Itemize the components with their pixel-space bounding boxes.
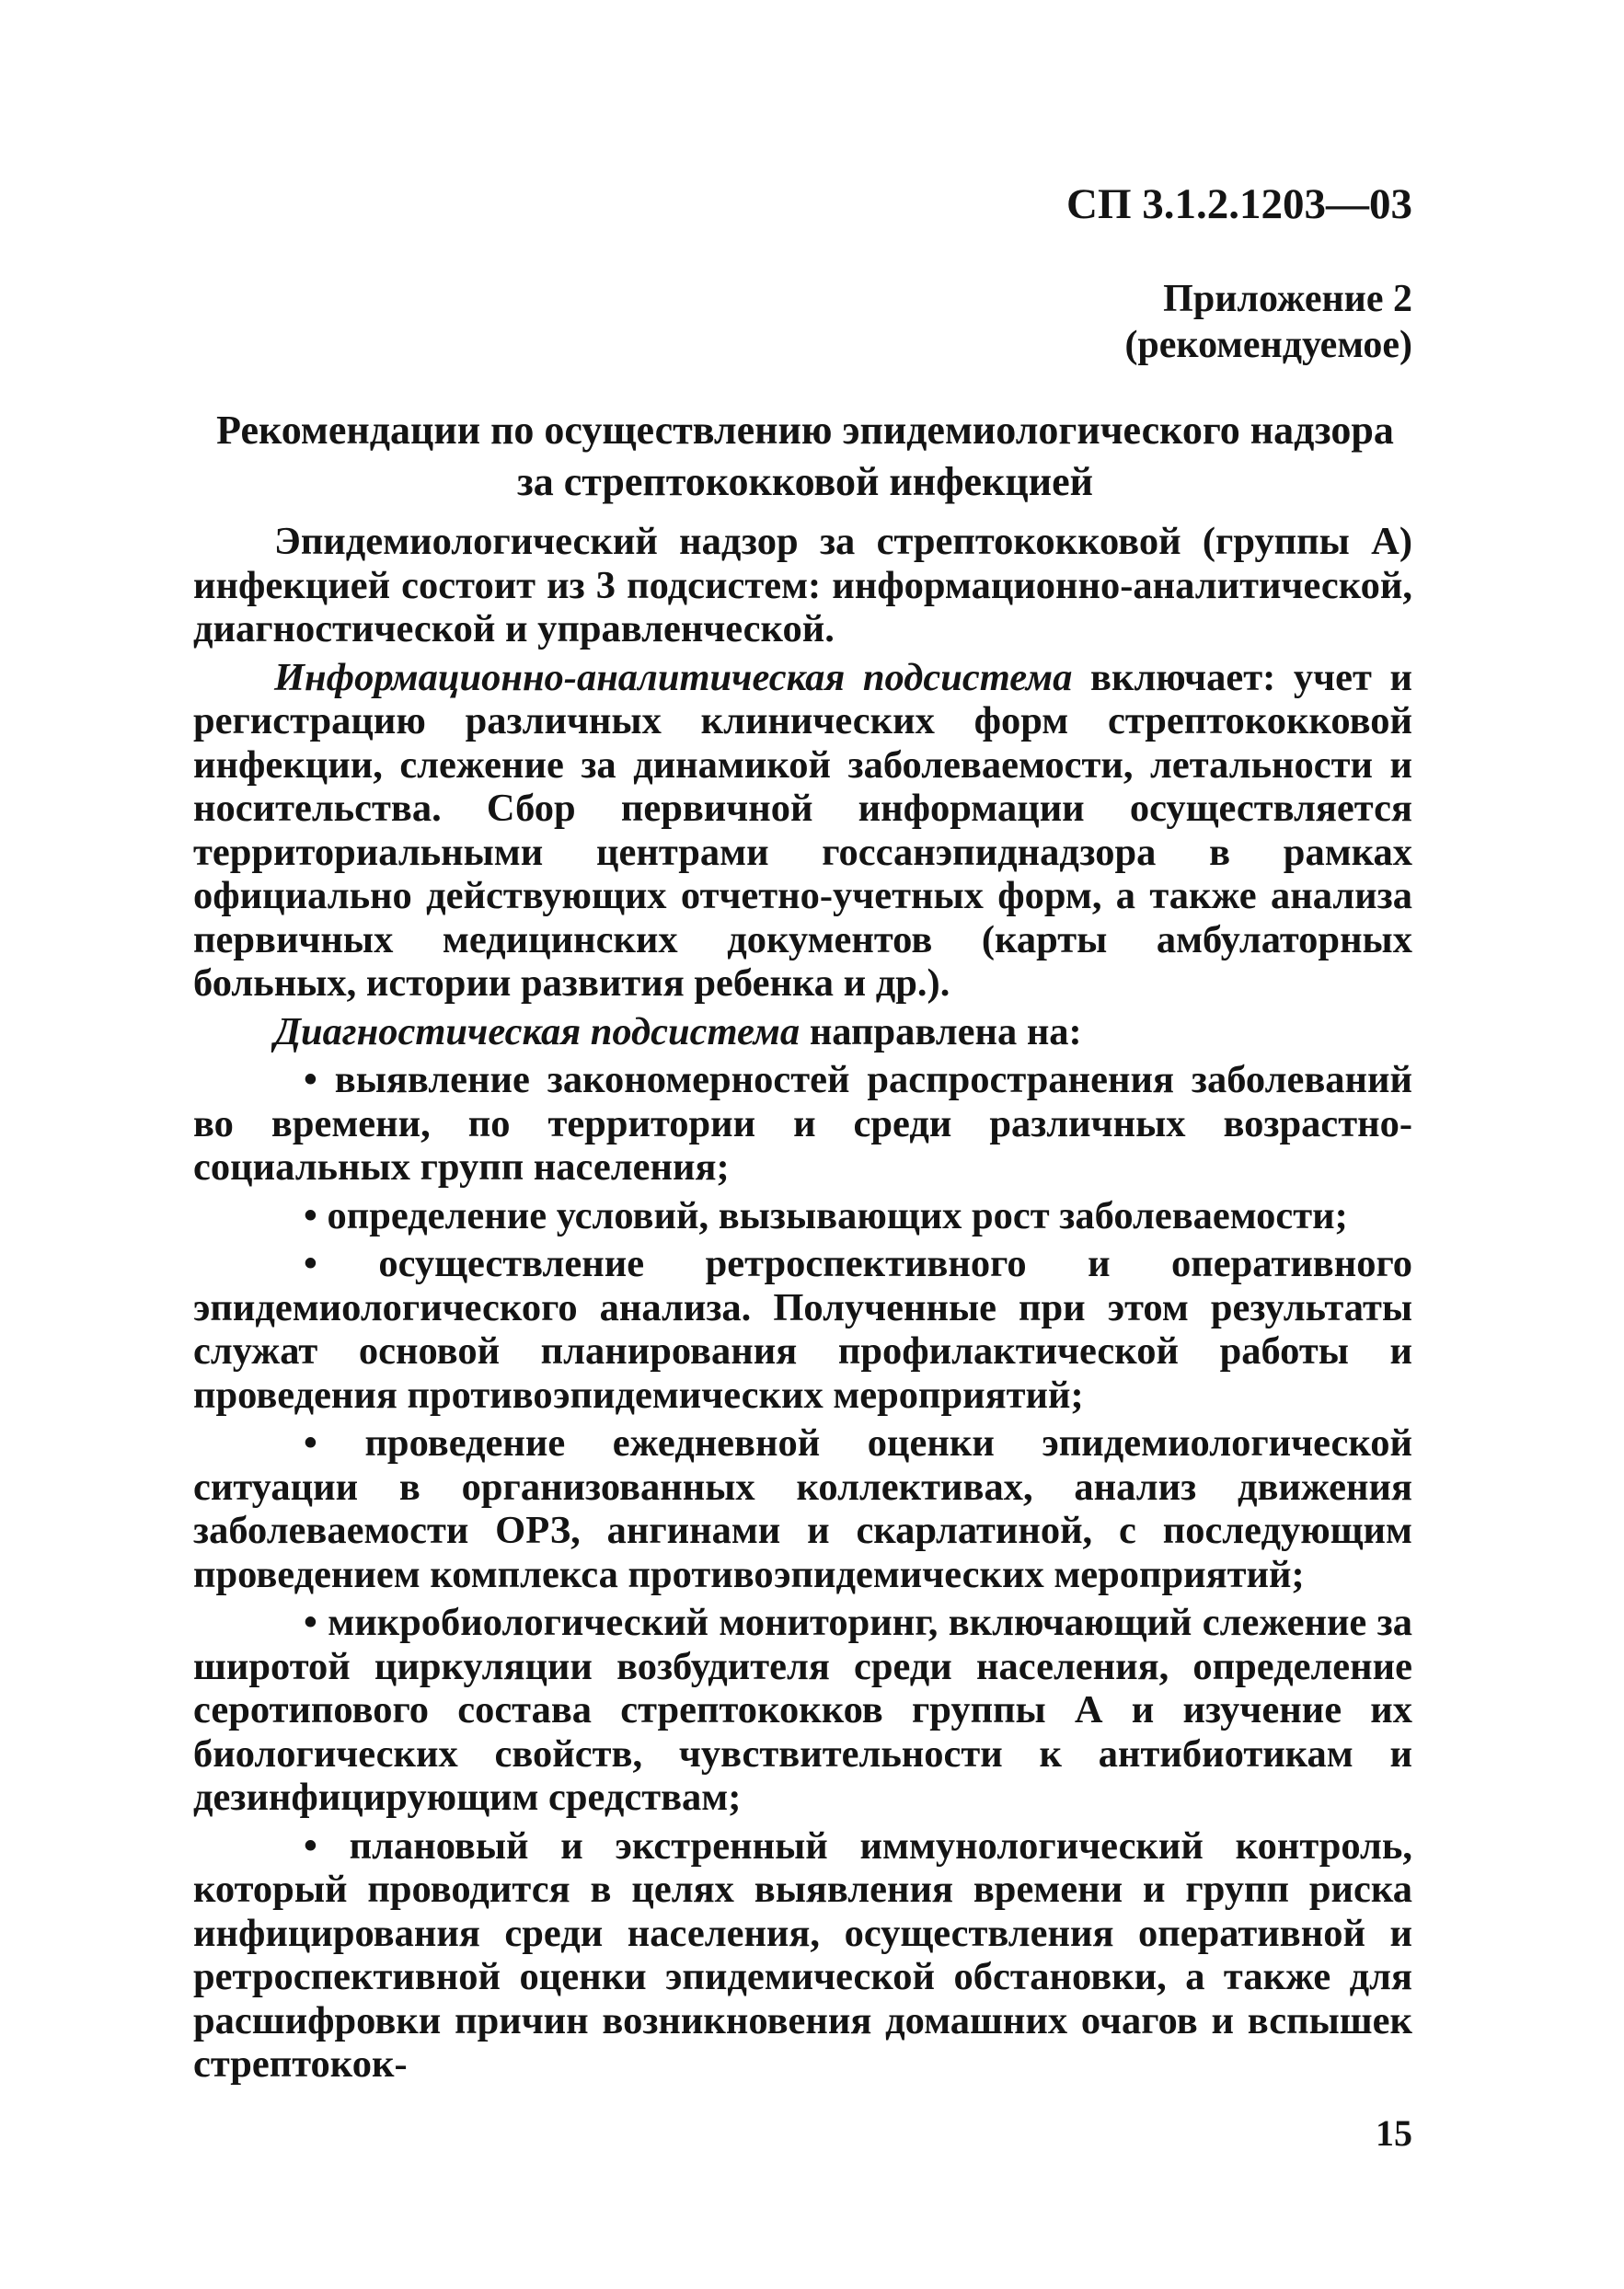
page-number: 15: [1376, 2112, 1412, 2154]
document-code: СП 3.1.2.1203—03: [1066, 180, 1412, 228]
appendix-status: (рекомендуемое): [1124, 324, 1412, 366]
title-line-1: Рекомендации по осуществлению эпидемиологического надзора: [216, 408, 1394, 453]
bullet-item: • плановый и экстренный иммунологический контроль, который проводится в целях выявления времени и групп риска инфицирования среди населения, осуществления оперативной и ретроспективной оценки эпидемической обстановки, а также для расшифровки причин возникновения домашних очагов и вспышек стрептокок-: [193, 1823, 1412, 2086]
section-title: [198, 405, 1412, 508]
bullet-item: • осуществление ретроспективного и оперативного эпидемиологического анализа. Полученные при этом результаты служат основой планирования профилактической работы и проведения противоэпидемических мероприятий;: [193, 1242, 1412, 1417]
bullet-item: • микробиологический мониторинг, включающий слежение за широтой циркуляции возбудителя среди населения, определение серотипового состава стрептококков группы А и изучение их биологических свойств, чувствительности к антибиотикам и дезинфицирующим средствам;: [193, 1601, 1412, 1819]
body-text: [193, 520, 1412, 2087]
info-subsystem-paragraph: [193, 656, 1412, 1006]
title-line-2: за стрептококковой инфекцией: [517, 459, 1093, 504]
diag-subsystem-lead: Диагностическая подсистема: [274, 1009, 800, 1053]
diag-subsystem-paragraph: [193, 1010, 1412, 1054]
appendix-label: [1124, 276, 1412, 368]
intro-paragraph: Эпидемиологический надзор за стрептококковой (группы А) инфекцией состоит из 3 подсистем: информационно-аналитической, диагностической и управленческой.: [193, 520, 1412, 650]
info-subsystem-text: включает: учет и регистрацию различных клинических форм стрептококковой инфекции, слежение за динамикой заболеваемости, летальности и носительства. Сбор первичной информации осуществляется территориальными центрами госсанэпиднадзора в рамках официально действующих отчетно-учетных форм, а также анализа первичных медицинских документов (карты амбулаторных больных, истории развития ребенка и др.).: [193, 655, 1413, 1005]
appendix-number: Приложение 2: [1163, 278, 1412, 320]
bullet-item: • определение условий, вызывающих рост заболеваемости;: [304, 1193, 1348, 1237]
info-subsystem-lead: Информационно-аналитическая подсистема: [274, 655, 1073, 699]
diag-subsystem-text: направлена на:: [800, 1009, 1082, 1053]
bullet-item: • выявление закономерностей распространения заболеваний во времени, по территории и среди различных возрастно-социальных групп населения;: [193, 1058, 1412, 1189]
bullet-item: • проведение ежедневной оценки эпидемиологической ситуации в организованных коллективах, анализ движения заболеваемости ОРЗ, ангинами и скарлатиной, с последующим проведением комплекса противоэпидемических мероприятий;: [193, 1421, 1412, 1596]
